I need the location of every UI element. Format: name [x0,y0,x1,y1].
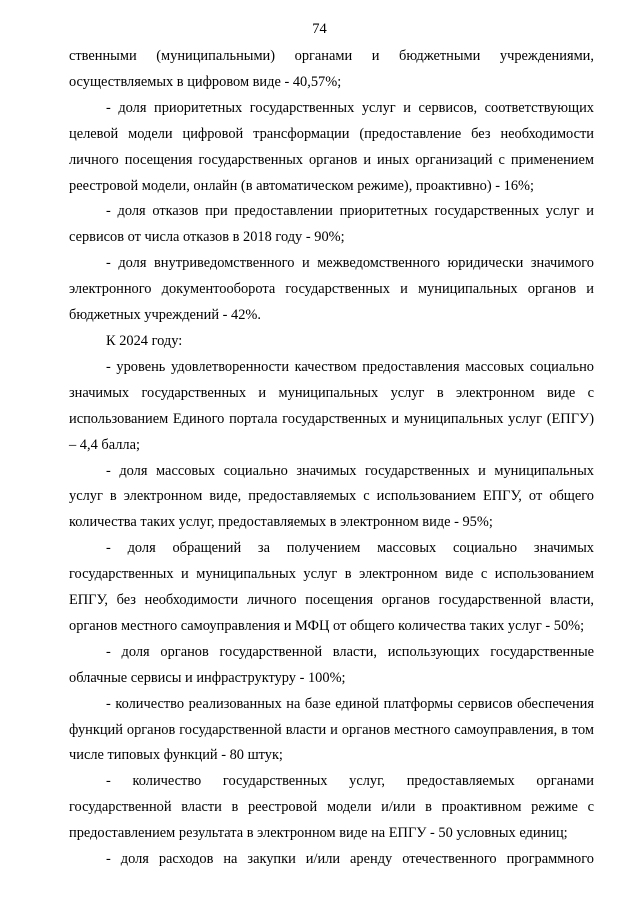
paragraph-cloud-services-share: - доля органов государственной власти, использующих государственные облачные сервисы и инфраструктуру - 100%; [69,643,594,686]
paragraph-proactive-services-count: - количество государственных услуг, предоставляемых органами государственной власти в реестровой модели и/или в проактивном режиме с предоставлением результата в электронном виде на ЕПГУ - 50 условных единиц; [69,773,594,842]
paragraph-year-2024-heading: К 2024 году: [106,332,183,349]
paragraph-platform-services-count: - количество реализованных на базе единой платформы сервисов обеспечения функций органов государственной власти и органов местного самоуправления, в том числе типовых функций - 80 штук; [69,695,594,764]
paragraph-document-flow-share: - доля внутриведомственного и межведомственного юридически значимого электронного документооборота государственных и муниципальных органов и бюджетных учреждений - 42%. [69,255,594,324]
document-body [69,44,594,873]
page-number: 74 [312,21,327,37]
paragraph-continuation: ственными (муниципальными) органами и бюджетными учреждениями, осуществляемых в цифровом виде - 40,57%; [69,48,594,90]
paragraph-mass-services-share: - доля массовых социально значимых государственных и муниципальных услуг в электронном виде, предоставляемых с использованием ЕПГУ, от общего количества таких услуг, предоставляемых в электронном виде - 95%; [69,462,594,531]
paragraph-satisfaction-level: - уровень удовлетворенности качеством предоставления массовых социально значимых государственных и муниципальных услуг в электронном виде с использованием Единого портала государственных и муниципальных услуг (ЕПГУ) – 4,4 балла; [69,358,594,453]
paragraph-requests-share: - доля обращений за получением массовых социально значимых государственных и муниципальных услуг в электронном виде с использованием ЕПГУ, без необходимости личного посещения органов государственной власти, органов местного самоуправления и МФЦ от общего количества таких услуг - 50%; [69,540,594,634]
paragraph-refusals-share: - доля отказов при предоставлении приоритетных государственных услуг и сервисов от числа отказов в 2018 году - 90%; [69,203,594,246]
paragraph-software-expenses-share: - доля расходов на закупки и/или аренду отечественного программного [106,851,594,868]
paragraph-priority-services-share: - доля приоритетных государственных услуг и сервисов, соответствующих целевой модели цифровой трансформации (предоставление без необходимости личного посещения государственных органов и иных организаций с применением реестровой модели, онлайн (в автоматическом режиме), проактивно) - 16%; [69,99,594,194]
